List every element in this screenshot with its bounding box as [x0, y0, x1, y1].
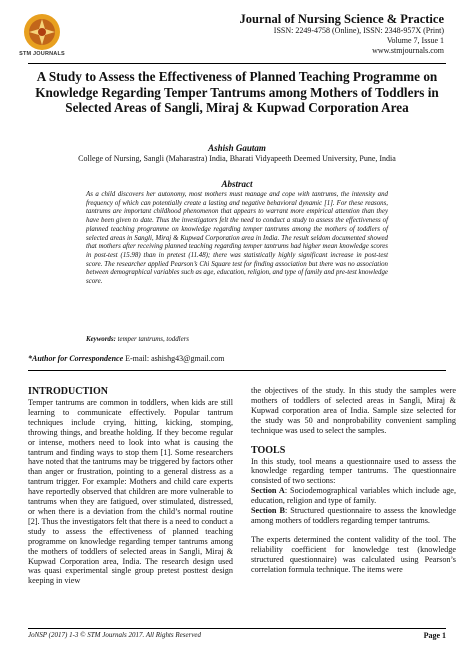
correspondence-email[interactable]: E-mail: ashishg43@gmail.com: [125, 354, 225, 363]
article-title: A Study to Assess the Effectiveness of Planned Teaching Programme on Knowledge Regarding Temper Tantrums among Mothers of Toddlers in Selected Areas of Sangli, Miraj & Kupwad Corporation Area: [35, 69, 439, 115]
correspondence: [28, 354, 224, 363]
page-number: Page 1: [423, 631, 446, 640]
section-b: [251, 506, 456, 526]
left-column: [28, 386, 233, 586]
footer-citation: JoNSP (2017) 1-3 © STM Journals 2017. All Rights Reserved: [28, 631, 202, 639]
author-affiliation: College of Nursing, Sangli (Maharastra) India, Bharati Vidyapeeth Deemed University, Pune, India: [78, 154, 396, 163]
introduction-text: Temper tantrums are common in toddlers, when kids are still learning to communicate effectively. Popular tantrum techniques include crying, hitting, kicking, stomping, throwing things, and breathe holding. If they become regular or intense, mothers need to look into what is causing the tantrum and finding ways to stop them [1]. Some researchers have noted that the tantrums may be triggered by factors other than anger or frustration, pointing to a general distress as a tantrum trigger. For example: Mothers and child care experts have reportedly observed that children are more vulnerable to tantrums when they are fatigued, over stimulated, distressed, or when there is a deviation from the child’s normal routine [2]. Thus the investigators felt that there is a need to conduct a study to assess the effectiveness of planned teaching programme on knowledge regarding temper tantrums among the mothers of toddlers of selected areas in Sangli, Miraj & Kupwad Corporation area, India. The research design used was quasi experimental single group pretest posttest design keeping in view: [28, 398, 233, 586]
journal-info: [240, 12, 444, 56]
section-a: [251, 486, 456, 506]
body-divider: [28, 370, 446, 371]
keywords: [86, 336, 388, 343]
volume-issue: Volume 7, Issue 1: [386, 36, 444, 45]
journal-title: Journal of Nursing Science & Practice: [239, 12, 444, 26]
abstract-heading: Abstract: [221, 179, 253, 189]
issn: ISSN: 2249-4758 (Online), ISSN: 2348-957X (Print): [273, 26, 444, 35]
footer-divider: [28, 628, 446, 629]
validity-text: The experts determined the content validity of the tool. The reliability coefficient for knowledge test (knowledge structured questionnaire) was calculated using Pearson’s correlation formula technique. The items were: [251, 534, 456, 574]
section-a-label: Section A: [251, 486, 285, 496]
introduction-heading: INTRODUCTION: [28, 386, 109, 397]
tools-heading: TOOLS: [251, 444, 286, 456]
author-name: Ashish Gautam: [208, 143, 266, 153]
section-b-text: : Structured questionnaire to assess the knowledge among mothers of toddlers regarding temper tantrums.: [251, 506, 457, 525]
correspondence-label: *Author for Correspondence: [28, 354, 124, 363]
keywords-text: temper tantrums, toddlers: [117, 336, 189, 343]
section-a-text: : Sociodemographical variables which include age, education, religion and type of family.: [251, 486, 456, 506]
keywords-label: Keywords:: [86, 336, 116, 343]
methods-text: the objectives of the study. In this study the samples were mothers of toddlers of selected areas in Sangli, Miraj & Kupwad corporation area of India. Sample size selected for the study was 50 and nonprobability convenient sampling technique was used to select the samples.: [251, 386, 456, 435]
tools-text: In this study, tool means a questionnaire used to assess the knowledge regarding temper tantrums. The questionnaire consisted of two sections:: [251, 456, 456, 486]
abstract-text: As a child discovers her autonomy, most mothers must manage and cope with tantrums, the intensity and frequency of which can potentially create a lasting and negative behavioral dynamic [1]. For these reasons, tantrums are important childhood phenomenon that appears to warrant more empirical attention than they have been given to date. Thus the investigators felt the need to conduct a study to assess the effectiveness of planned teaching programme on knowledge regarding temper tantrums among the mothers of toddlers of selected areas in Sangli, Miraj & Kupwad Corporation area in India. The result seldom documented showed that mothers after receiving planned teaching regarding temper tantrums had higher mean knowledge scores in post-test (15.98) than in pretest (11.48); there was statistically highly significant increase in post-test score. The researcher applied Pearson’s Chi Square test for finding association but there was no association between demographical variables such as age, education, religion, and type of family and pre-test knowledge score.: [86, 191, 388, 286]
header-divider: [28, 63, 446, 64]
section-b-label: Section B: [251, 506, 285, 516]
journal-website: www.stmjournals.com: [372, 46, 444, 55]
right-column: [251, 386, 456, 575]
logo-text: STM JOURNALS: [19, 51, 65, 57]
stm-journals-logo-icon: [22, 12, 62, 52]
